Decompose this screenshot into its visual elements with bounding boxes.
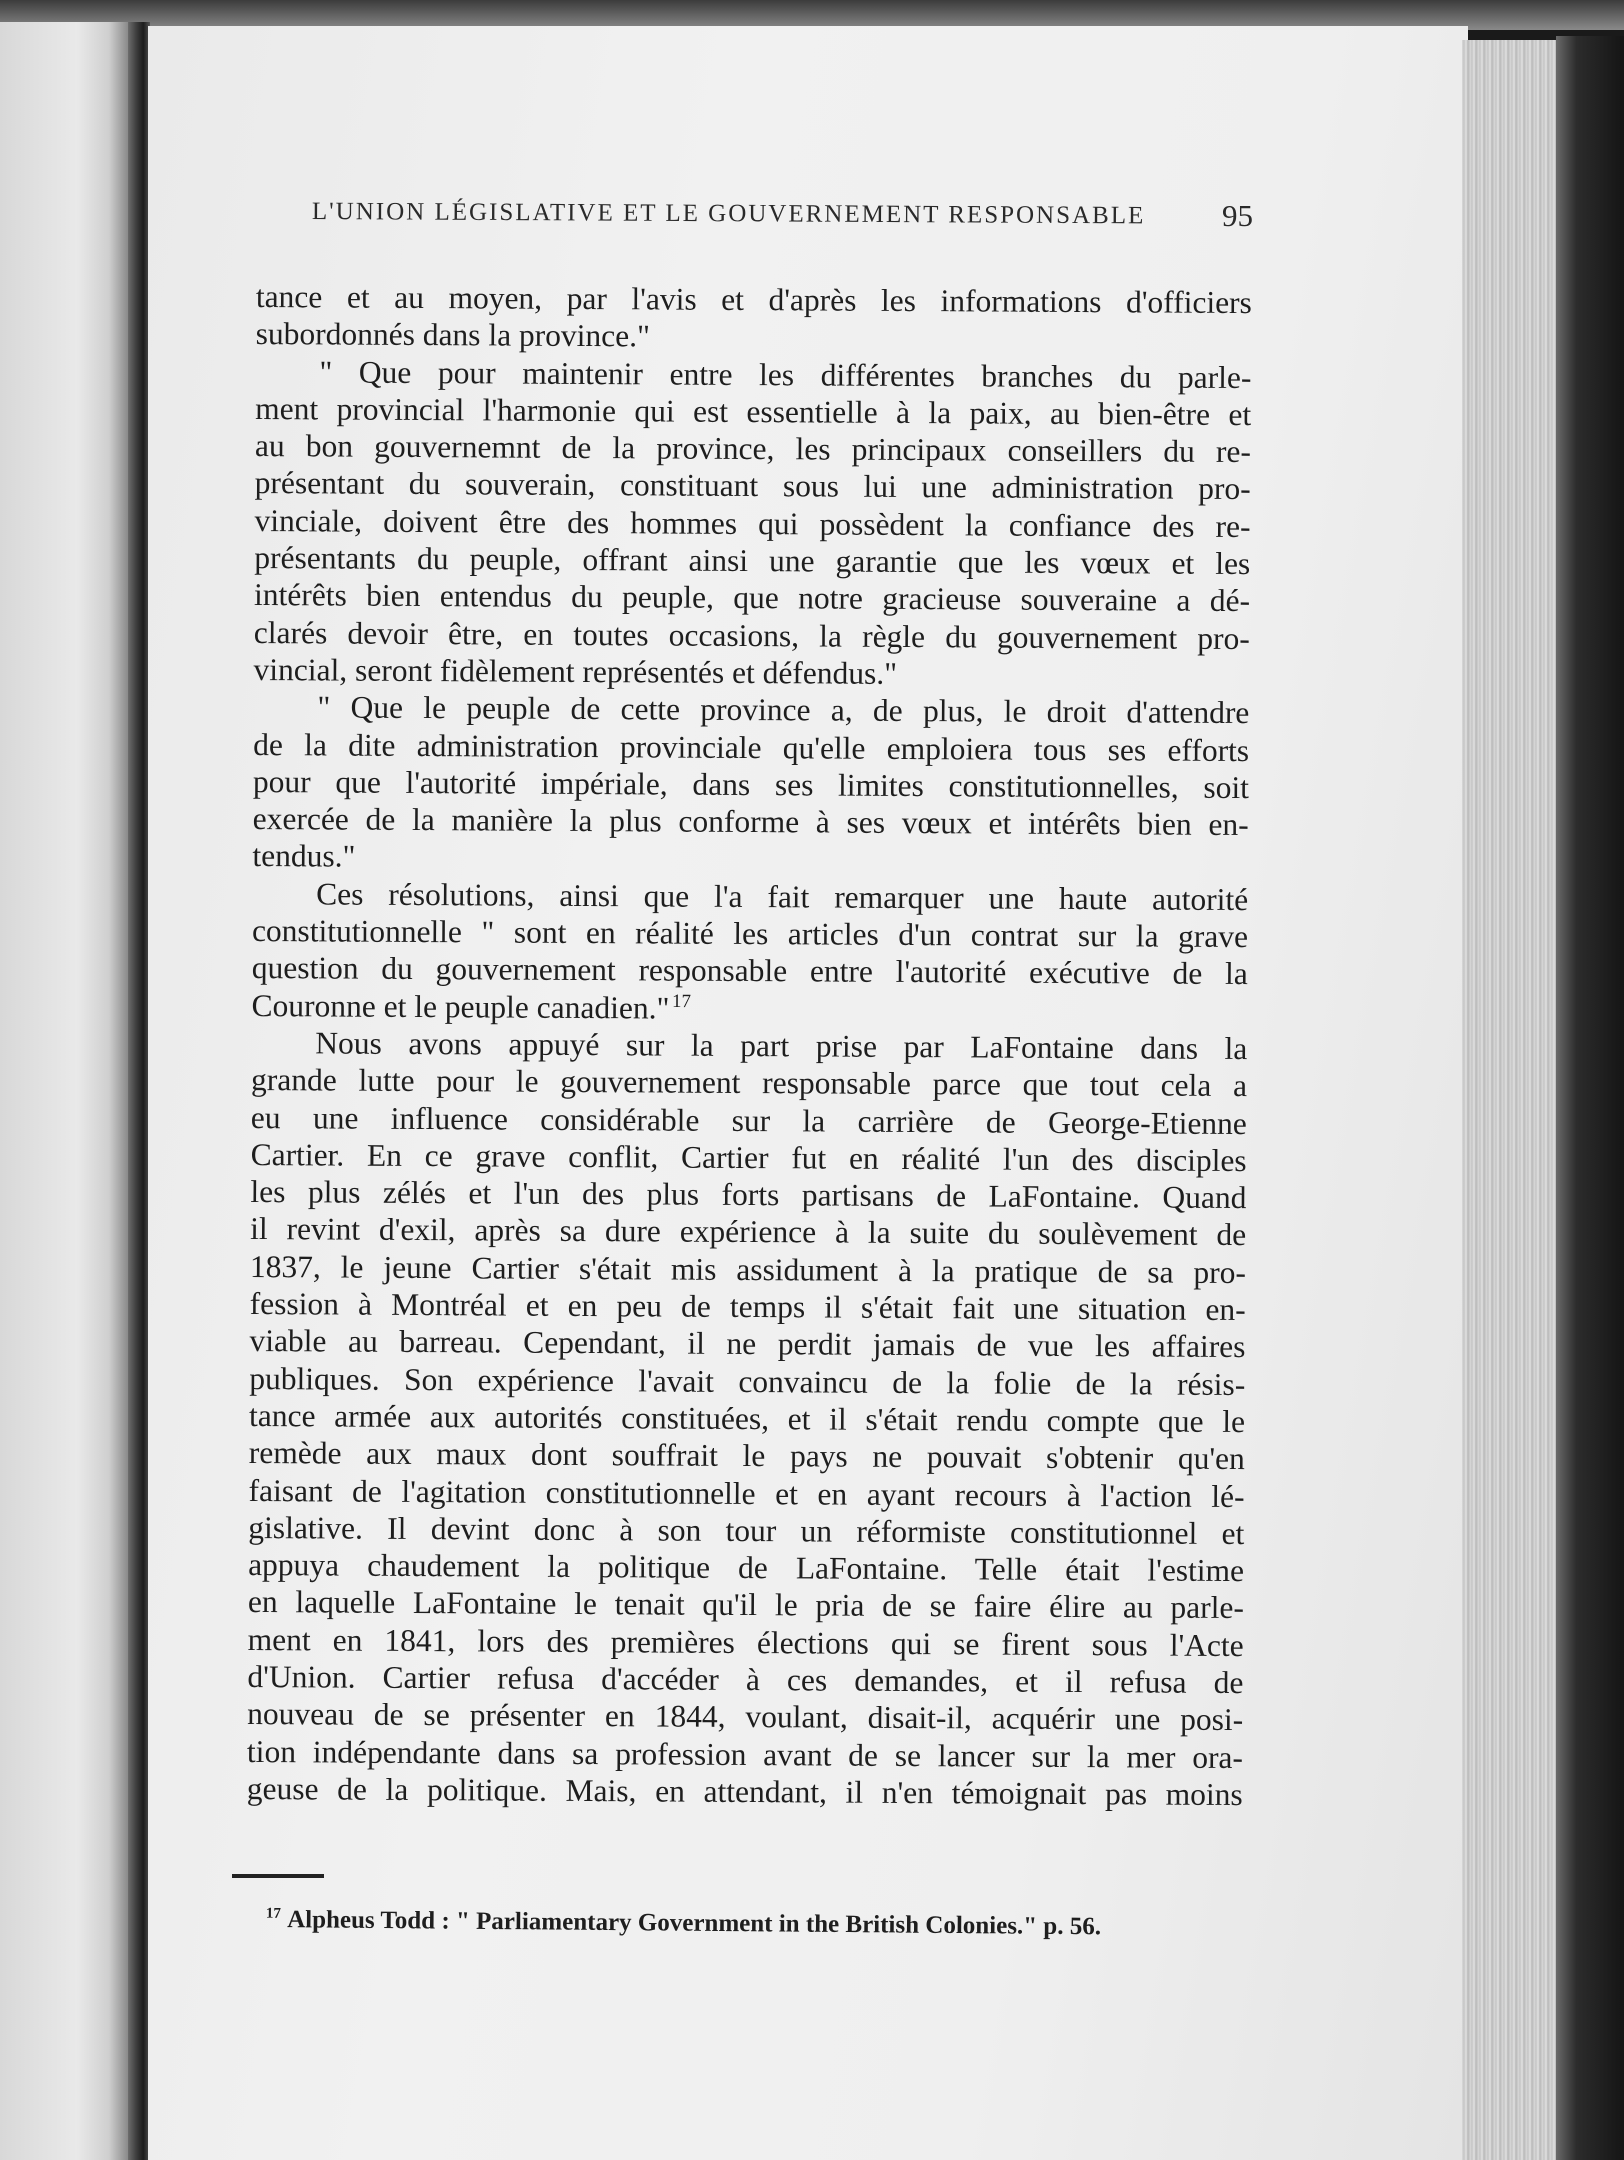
- text-line: ment provincial l'harmonie qui est essentielle à la paix, au bien-être et: [255, 390, 1252, 432]
- running-head: L'UNION LÉGISLATIVE ET LE GOUVERNEMENT RESPONSABLE: [311, 198, 1146, 230]
- text-line: appuya chaudement la politique de LaFontaine. Telle était l'estime: [248, 1547, 1245, 1589]
- text-line: nouveau de se présenter en 1844, voulant, disait-il, acquérir une posi-: [247, 1696, 1244, 1738]
- text-line: geuse de la politique. Mais, en attendant, il n'en témoignait pas moins: [246, 1770, 1243, 1812]
- text-line: viable au barreau. Cependant, il ne perdit jamais de vue les affaires: [249, 1323, 1246, 1365]
- text-line: présentant du souverain, constituant sous lui une administration pro-: [254, 465, 1251, 507]
- book-cover-edge: [1556, 36, 1624, 2160]
- text-line: exercée de la manière la plus conforme à ses vœux et intérêts bien en-: [252, 801, 1249, 843]
- text-line: 1837, le jeune Cartier s'était mis assidument à la pratique de sa pro-: [249, 1248, 1247, 1290]
- text-line: en laquelle LaFontaine le tenait qu'il le pria de se faire élire au parle-: [247, 1584, 1245, 1626]
- text-line: faisant de l'agitation constitutionnelle et en ayant recours à l'action lé-: [248, 1472, 1245, 1514]
- text-line: constitutionnelle " sont en réalité les articles d'un contrat sur la grave: [251, 913, 1249, 955]
- text-line: eu une influence considérable sur la carrière de George-Etienne: [250, 1099, 1247, 1141]
- page-number: 95: [1222, 198, 1253, 233]
- text-line: fession à Montréal et en peu de temps il s'était fait une situation en-: [249, 1285, 1246, 1328]
- text-line: il revint d'exil, après sa dure expérience à la suite du soulèvement de: [250, 1211, 1247, 1253]
- text-line: Nous avons appuyé sur la part prise par LaFontaine dans la: [315, 1025, 1248, 1067]
- text-line: subordonnés dans la province.": [255, 316, 651, 354]
- page-edges: [1462, 40, 1562, 2160]
- text-line: vinciale, doivent être des hommes qui possèdent la confiance des re-: [254, 502, 1251, 544]
- text-line: " Que pour maintenir entre les différentes branches du parle-: [319, 353, 1252, 395]
- text-line: présentants du peuple, offrant ainsi une garantie que les vœux et les: [254, 540, 1251, 582]
- text-line: gislative. Il devint donc à son tour un réformiste constitutionnel et: [248, 1509, 1245, 1551]
- text-line: vincial, seront fidèlement représentés et défendus.": [253, 651, 898, 691]
- text-line: clarés devoir être, en toutes occasions, la règle du gouvernement pro-: [253, 614, 1250, 656]
- text-line: " Que le peuple de cette province a, de plus, le droit d'attendre: [317, 689, 1250, 731]
- text-line: ment en 1841, lors des premières élections qui se firent sous l'Acte: [247, 1621, 1244, 1663]
- text-line: question du gouvernement responsable entre l'autorité exécutive de la: [251, 950, 1248, 992]
- text-line: tance armée aux autorités constituées, et il s'était rendu compte que le: [248, 1397, 1246, 1439]
- text-line: les plus zélés et l'un des plus forts partisans de LaFontaine. Quand: [250, 1174, 1247, 1216]
- text-line: tendus.": [252, 838, 356, 875]
- text-line: Couronne et le peuple canadien.": [251, 987, 670, 1026]
- footnote-rule: [232, 1874, 324, 1878]
- text-line: tance et au moyen, par l'avis et d'après les informations d'officiers: [255, 278, 1252, 321]
- text-line: Cartier. En ce grave conflit, Cartier fut en réalité l'un des disciples: [250, 1136, 1247, 1178]
- text-line: intérêts bien entendus du peuple, que notre gracieuse souveraine a dé-: [253, 577, 1251, 619]
- left-facing-page: [0, 22, 128, 2160]
- text-line: pour que l'autorité impériale, dans ses limites constitutionnelles, soit: [252, 763, 1250, 805]
- text-line: de la dite administration provinciale qu'elle emploiera tous ses efforts: [253, 726, 1250, 768]
- footnote-number: 17: [265, 1905, 282, 1922]
- text-line: tion indépendante dans sa profession avant de se lancer sur la mer ora-: [246, 1733, 1244, 1775]
- text-line: Ces résolutions, ainsi que l'a fait remarquer une haute autorité: [316, 876, 1249, 917]
- footnote-text: Alpheus Todd : " Parliamentary Government in the British Colonies." p. 56.: [287, 1906, 1102, 1941]
- text-line-with-note: [251, 987, 1247, 1030]
- text-line: grande lutte pour le gouvernement responsable parce que tout cela a: [250, 1062, 1248, 1104]
- footnote-reference: 17: [671, 990, 692, 1012]
- text-line: remède aux maux dont souffrait le pays ne pouvait s'obtenir qu'en: [248, 1435, 1245, 1477]
- body-text: [247, 278, 1252, 1813]
- book-gutter: [128, 22, 150, 2160]
- text-line: publiques. Son expérience l'avait convaincu de la folie de la résis-: [249, 1360, 1246, 1402]
- text-line: d'Union. Cartier refusa d'accéder à ces demandes, et il refusa de: [247, 1658, 1244, 1701]
- text-line: au bon gouvernemnt de la province, les principaux conseillers du re-: [254, 428, 1252, 470]
